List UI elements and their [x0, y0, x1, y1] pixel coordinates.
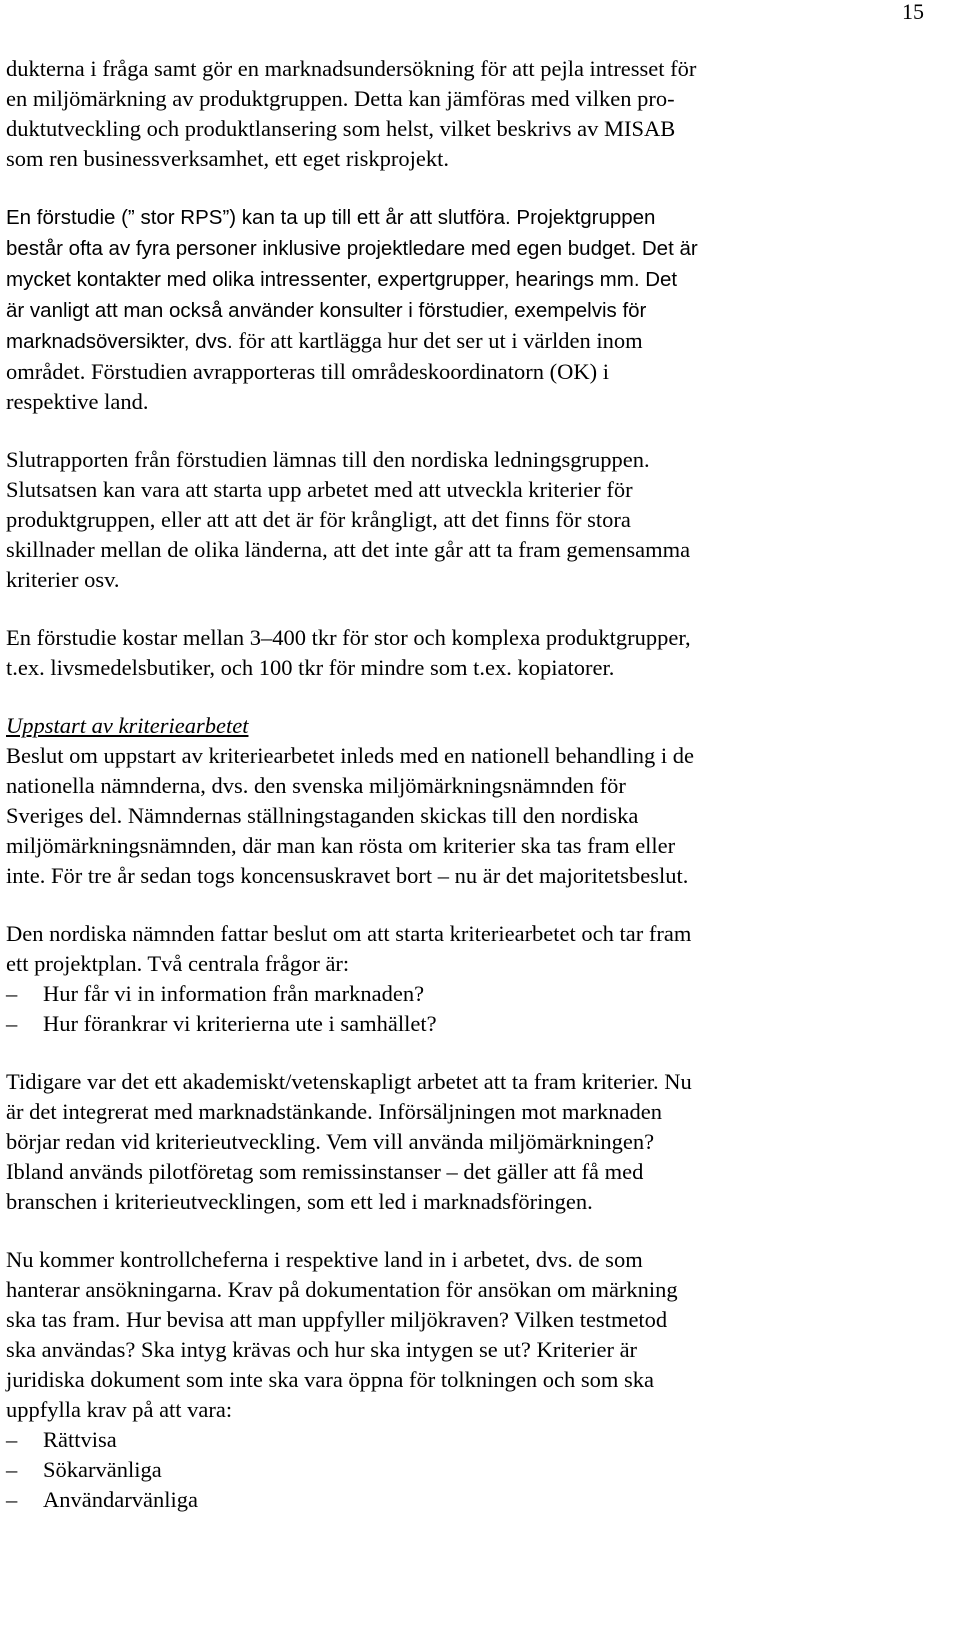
text-line: mycket kontakter med olika intressenter, expertgrupper, hearings mm. Det: [6, 268, 678, 291]
text-line: en miljömärkning av produktgruppen. Detta kan jämföras med vilken pro-: [6, 86, 675, 111]
text-line: duktutveckling och produktlansering som helst, vilket beskrivs av MISAB: [6, 116, 676, 141]
list-item: [6, 979, 906, 1009]
text-line: Ibland används pilotföretag som remissinstanser – det gäller att få med: [6, 1159, 644, 1184]
paragraph-4: [6, 623, 906, 683]
text-line: kriterier osv.: [6, 567, 120, 592]
dash-bullet: –: [6, 1011, 18, 1036]
paragraph-2: [6, 202, 906, 417]
text-line: dukterna i fråga samt gör en marknadsundersökning för att pejla intresset för: [6, 56, 697, 81]
paragraph-7: [6, 1067, 906, 1217]
paragraph-5: [6, 741, 906, 891]
list-item: [6, 1009, 906, 1039]
paragraph-8: [6, 1245, 906, 1425]
text-line: Sveriges del. Nämndernas ställningstaganden skickas till den nordiska: [6, 803, 639, 828]
text-line: för att kartlägga hur det ser ut i världen inom: [232, 328, 643, 353]
text-line: nationella nämnderna, dvs. den svenska miljömärkningsnämnden för: [6, 773, 626, 798]
list-item-text: Hur förankrar vi kriterierna ute i samhället?: [43, 1011, 437, 1036]
question-list: [6, 979, 906, 1039]
dash-bullet: –: [6, 1487, 18, 1512]
text-line: skillnader mellan de olika länderna, att det inte går att ta fram gemensamma: [6, 537, 691, 562]
text-line: Nu kommer kontrollcheferna i respektive land in i arbetet, dvs. de som: [6, 1247, 643, 1272]
list-item: [6, 1485, 906, 1515]
text-line: En förstudie (” stor RPS”) kan ta up till ett år att slutföra. Projektgruppen: [6, 206, 656, 229]
text-line: hanterar ansökningarna. Krav på dokumentation för ansökan om märkning: [6, 1277, 678, 1302]
text-line: miljömärkningsnämnden, där man kan rösta om kriterier ska tas fram eller: [6, 833, 676, 858]
text-line: juridiska dokument som inte ska vara öppna för tolkningen och som ska: [6, 1367, 655, 1392]
text-line: marknadsöversikter, dvs.: [6, 330, 233, 353]
document-body: [6, 54, 906, 1515]
page-number: 15: [902, 0, 924, 24]
paragraph-6: [6, 919, 906, 979]
list-item-text: Användarvänliga: [43, 1487, 198, 1512]
dash-bullet: –: [6, 1457, 18, 1482]
text-line: som ren businessverksamhet, ett eget riskprojekt.: [6, 146, 450, 171]
text-line: ett projektplan. Två centrala frågor är:: [6, 951, 350, 976]
text-line: respektive land.: [6, 389, 149, 414]
text-line: är det integrerat med marknadstänkande. Införsäljningen mot marknaden: [6, 1099, 663, 1124]
text-line: inte. För tre år sedan togs koncensuskravet bort – nu är det majoritetsbeslut.: [6, 863, 689, 888]
text-line: Slutsatsen kan vara att starta upp arbetet med att utveckla kriterier för: [6, 477, 633, 502]
section-heading: Uppstart av kriteriearbetet: [6, 713, 249, 738]
text-line: produktgruppen, eller att att det är för krångligt, att det finns för stora: [6, 507, 631, 532]
dash-bullet: –: [6, 1427, 18, 1452]
text-line: uppfylla krav på att vara:: [6, 1397, 233, 1422]
dash-bullet: –: [6, 981, 18, 1006]
requirement-list: [6, 1425, 906, 1515]
list-item-text: Sökarvänliga: [43, 1457, 162, 1482]
list-item: [6, 1425, 906, 1455]
text-line: ska användas? Ska intyg krävas och hur ska intygen se ut? Kriterier är: [6, 1337, 638, 1362]
list-item-text: Rättvisa: [43, 1427, 117, 1452]
text-line: börjar redan vid kriterieutveckling. Vem vill använda miljömärkningen?: [6, 1129, 655, 1154]
text-line: är vanligt att man också använder konsulter i förstudier, exempelvis för: [6, 299, 647, 322]
text-line: Tidigare var det ett akademiskt/vetenskapligt arbetet att ta fram kriterier. Nu: [6, 1069, 692, 1094]
list-item-text: Hur får vi in information från marknaden?: [43, 981, 425, 1006]
paragraph-3: [6, 445, 906, 595]
text-line: Den nordiska nämnden fattar beslut om att starta kriteriearbetet och tar fram: [6, 921, 692, 946]
text-line: En förstudie kostar mellan 3–400 tkr för stor och komplexa produktgrupper,: [6, 625, 691, 650]
text-line: t.ex. livsmedelsbutiker, och 100 tkr för mindre som t.ex. kopiatorer.: [6, 655, 615, 680]
text-line: Beslut om uppstart av kriteriearbetet inleds med en nationell behandling i de: [6, 743, 694, 768]
text-line: ska tas fram. Hur bevisa att man uppfyller miljökraven? Vilken testmetod: [6, 1307, 668, 1332]
text-line: består ofta av fyra personer inklusive projektledare med egen budget. Det är: [6, 237, 698, 260]
text-line: branschen i kriterieutvecklingen, som ett led i marknadsföringen.: [6, 1189, 593, 1214]
paragraph-1: [6, 54, 906, 174]
list-item: [6, 1455, 906, 1485]
text-line: området. Förstudien avrapporteras till områdeskoordinatorn (OK) i: [6, 359, 609, 384]
text-line: Slutrapporten från förstudien lämnas till den nordiska ledningsgruppen.: [6, 447, 650, 472]
